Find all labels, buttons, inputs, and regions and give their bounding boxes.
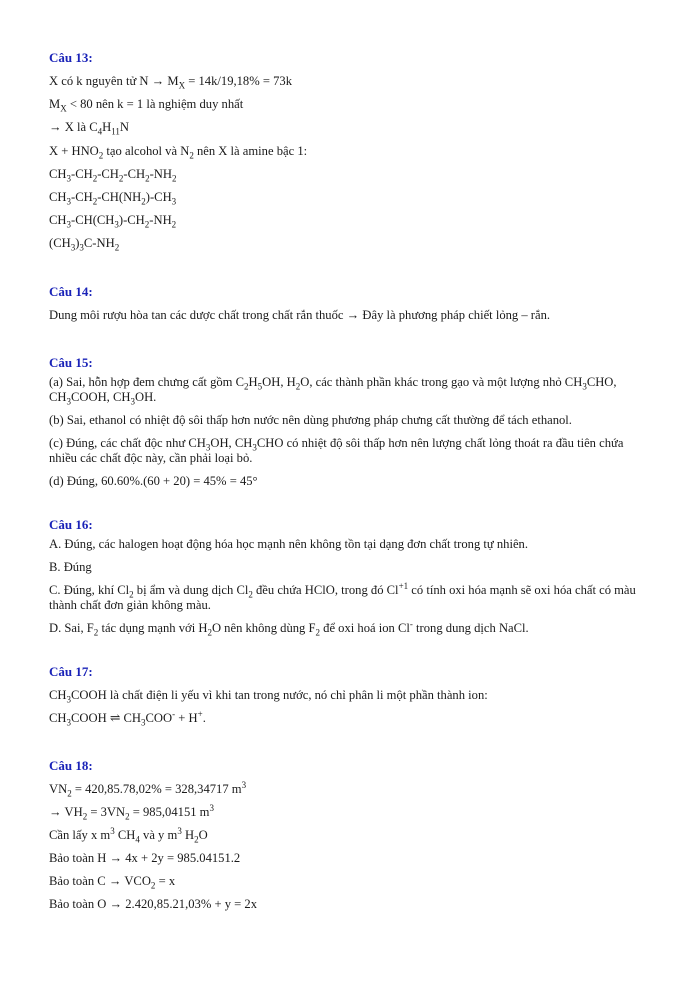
text-line: Dung môi rượu hòa tan các dược chất trong chất rắn thuốc → Đây là phương pháp chiết lỏng – rắn. xyxy=(49,307,551,322)
section-heading: Câu 16: xyxy=(49,516,93,532)
answer-item-a: A. Đúng, các halogen hoạt động hóa học mạnh nên không tồn tại dạng đơn chất trong tự nhiên. xyxy=(49,536,528,551)
formula-line: Bảo toàn $C \to VCO_2 = x$ xyxy=(49,873,176,891)
text-line: $X + HNO_2$ tạo alcohol và $N_2$ nên X là amine bậc 1: xyxy=(49,143,308,161)
section-heading: Câu 15: xyxy=(49,354,93,370)
formula-line: $CH_3-CH(CH_3)-CH_2-NH_2$ xyxy=(49,213,177,230)
answer-item-d: (d) Đúng, 60.60%.(60 + 20) = 45% = 45° xyxy=(49,473,258,488)
text-line: $M_X < 80$ nên k = 1 là nghiệm duy nhất xyxy=(49,97,244,114)
text-line: → X là $C_4H_{11}N$ xyxy=(49,120,130,137)
formula-line: → $VH_2 = 3VN_2 = 985,04151$ $m^3$ xyxy=(49,802,214,822)
section-heading: Câu 14: xyxy=(49,283,93,299)
formula-line: $CH_3-CH_2-CH(NH_2)-CH_3$ xyxy=(49,189,177,207)
answer-item-c: (c) Đúng, các chất độc như $CH_3OH$, $CH_3CHO$ có nhiệt độ sôi thấp hơn nên lượng chất lỏng thoát ra đầu tiên chứa nhiều các chất độc này, cần phải loại bỏ. xyxy=(49,435,624,465)
answer-item-a: (a) Sai, hỗn hợp đem chưng cất gồm $C_2H_5OH$, $H_2O$, các thành phần khác trong gạo và một lượng nhỏ $CH_3CHO$, $CH_3COOH$, $CH_3OH$. xyxy=(49,374,617,407)
formula-line: $CH_3-CH_2-CH_2-CH_2-NH_2$ xyxy=(49,166,177,184)
formula-line: Bảo toàn H → 4x + 2y = 985.04151.2 xyxy=(49,850,241,865)
section-heading: Câu 17: xyxy=(49,663,93,679)
section-heading: Câu 18: xyxy=(49,757,93,773)
section-cau-13 xyxy=(49,48,649,256)
answer-item-b: (b) Sai, ethanol có nhiệt độ sôi thấp hơn nước nên dùng phương pháp chưng cất thường để tách ethanol. xyxy=(49,412,572,427)
text-line: X có k nguyên tử $N \to M_X = 14k/19,18\% = 73k$ xyxy=(49,74,293,91)
formula-line: $(CH_3)_3C-NH_2$ xyxy=(49,236,120,253)
section-cau-14 xyxy=(49,282,649,327)
answer-item-c: C. Đúng, khí $Cl_2$ bị ẩm và dung dịch $Cl_2$ đều chứa HClO, trong đó $Cl^{+1}$ có tính oxi hóa mạnh sẽ oxi hóa chất có màu thành chất đơn giản không màu. xyxy=(49,580,636,612)
document-page xyxy=(49,48,649,942)
section-heading: Câu 13: xyxy=(49,50,93,65)
text-line: $CH_3COOH$ là chất điện li yếu vì khi tan trong nước, nó chỉ phân li một phần thành ion: xyxy=(49,687,488,705)
answer-item-d: D. Sai, $F_2$ tác dụng mạnh với $H_2O$ nên không dùng $F_2$ để oxi hoá ion Cl- trong dung dịch NaCl. xyxy=(49,618,529,638)
formula-line: $VN_2 = 420,85.78,02\% = 328,34717$ $m^3$ xyxy=(49,779,247,799)
formula-line: Bảo toàn O → 2.420,85.21,03% + y = 2x xyxy=(49,896,257,911)
formula-line: $CH_3COOH$ ⇌ $CH_3COO^- + H^+$. xyxy=(49,708,206,728)
section-cau-15 xyxy=(49,353,649,489)
section-cau-17 xyxy=(49,662,649,730)
section-cau-16 xyxy=(49,515,649,636)
text-line: Cần lấy x $m^3$ $CH_4$ và y $m^3$ $H_2O$ xyxy=(49,825,208,845)
section-cau-18 xyxy=(49,756,649,916)
answer-item-b: B. Đúng xyxy=(49,559,92,574)
